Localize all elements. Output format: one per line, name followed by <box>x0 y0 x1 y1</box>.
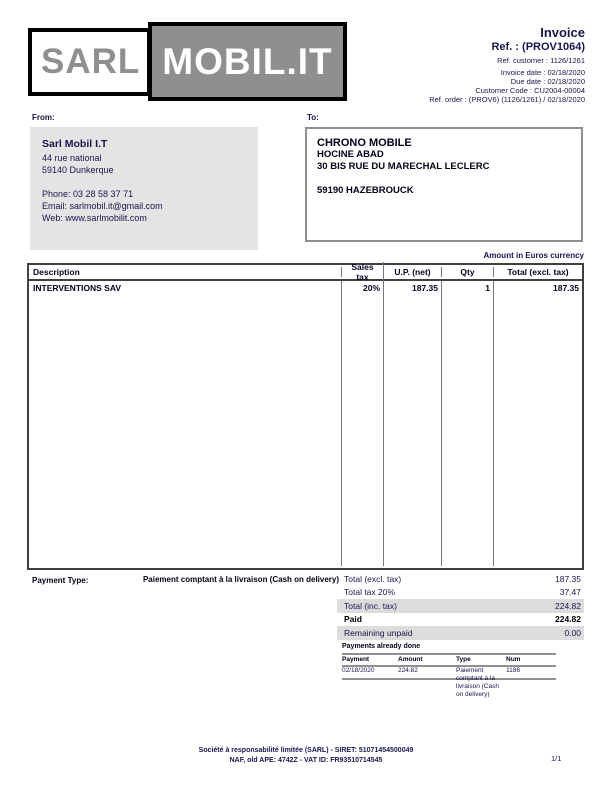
currency-note: Amount in Euros currency <box>483 251 584 260</box>
pd-header-num: Num <box>506 656 521 663</box>
sender-name: Sarl Mobil I.T <box>42 138 108 150</box>
total-label: Total (excl. tax) <box>344 573 402 584</box>
paid-row <box>337 613 584 627</box>
header-description: Description <box>29 267 342 277</box>
item-unit-price: 187.35 <box>384 281 442 566</box>
logo-sarl-block: SARL <box>28 28 151 96</box>
item-qty: 1 <box>442 281 494 566</box>
sender-address-line: 44 rue national <box>42 153 102 163</box>
total-value: 0.00 <box>564 627 581 638</box>
header-qty: Qty <box>442 267 494 277</box>
page-number: 1/1 <box>551 754 562 763</box>
company-logo <box>28 22 347 101</box>
from-box <box>30 127 258 250</box>
logo-mobilit-block: MOBIL.IT <box>148 22 346 101</box>
item-total: 187.35 <box>553 283 579 293</box>
ref-customer: Ref. customer : 1126/1261 <box>497 56 585 65</box>
sender-address-line: 59140 Dunkerque <box>42 165 114 175</box>
pd-amount: 224.82 <box>398 667 418 674</box>
pd-header-type: Type <box>456 656 471 663</box>
sender-email: Email: sarlmobil.it@gmail.com <box>42 201 163 211</box>
items-table <box>27 263 584 570</box>
payment-type-label: Payment Type: <box>32 576 89 585</box>
pd-header-amount: Amount <box>398 656 423 663</box>
totals-block <box>337 572 584 640</box>
invoice-title: Invoice <box>540 25 585 40</box>
ref-order: Ref. order : (PROV6) (1126/1261) / 02/18/2020 <box>429 95 585 104</box>
total-tax-row <box>337 586 584 600</box>
header-sales-tax: Sales tax <box>342 262 384 282</box>
to-label: To: <box>307 113 319 122</box>
customer-name: CHRONO MOBILE <box>317 137 412 149</box>
total-label: Total (inc. tax) <box>344 600 397 611</box>
items-table-header <box>29 262 582 282</box>
to-box <box>305 127 583 242</box>
payment-type-value: Paiement comptant à la livraison (Cash on delivery) <box>142 575 340 584</box>
due-date: Due date : 02/18/2020 <box>510 77 585 86</box>
item-sales-tax: 20% <box>342 281 384 566</box>
sender-phone: Phone: 03 28 58 37 71 <box>42 189 134 199</box>
customer-address-line: 30 BIS RUE DU MARECHAL LECLERC <box>317 161 490 172</box>
table-row <box>29 281 582 566</box>
legal-footer <box>0 746 612 765</box>
pd-type: Paiement comptant à la livraison (Cash on delivery) <box>456 667 499 698</box>
pd-header-payment: Payment <box>342 656 370 663</box>
pd-num: 1186 <box>506 667 520 674</box>
invoice-header <box>429 25 585 104</box>
invoice-ref: Ref. : (PROV1064) <box>491 41 585 53</box>
total-value: 224.82 <box>555 600 581 611</box>
header-total: Total (excl. tax) <box>507 267 569 277</box>
invoice-date: Invoice date : 02/18/2020 <box>500 68 585 77</box>
payments-done-header <box>342 653 556 667</box>
total-label: Remaining unpaid <box>344 627 413 638</box>
from-label: From: <box>32 113 55 122</box>
total-value: 224.82 <box>555 614 581 625</box>
sender-web: Web: www.sarlmobilit.com <box>42 213 147 223</box>
payments-done-table <box>342 653 556 698</box>
total-label: Total tax 20% <box>344 587 396 598</box>
total-excl-tax-row <box>337 572 584 586</box>
customer-address-line: HOCINE ABAD <box>317 149 384 160</box>
payments-done-row <box>342 667 556 698</box>
customer-code: Customer Code : CU2004-00004 <box>475 86 585 95</box>
header-unit-price: U.P. (net) <box>384 267 442 277</box>
total-value: 187.35 <box>555 573 581 584</box>
customer-city: 59190 HAZEBROUCK <box>317 185 414 196</box>
footer-line-2: NAF, old APE: 4742Z - VAT ID: FR93510714545 <box>229 756 383 764</box>
footer-line-1: Société à responsabilité limitée (SARL) - SIRET: 51071454500049 <box>198 747 414 754</box>
pd-payment-date: 02/18/2020 <box>342 667 375 674</box>
remaining-unpaid-row <box>337 626 584 640</box>
total-value: 37.47 <box>559 587 581 598</box>
item-description: INTERVENTIONS SAV <box>29 281 342 566</box>
total-label: Paid <box>344 614 362 625</box>
payments-done-title: Payments already done <box>342 643 421 650</box>
total-inc-tax-row <box>337 599 584 613</box>
